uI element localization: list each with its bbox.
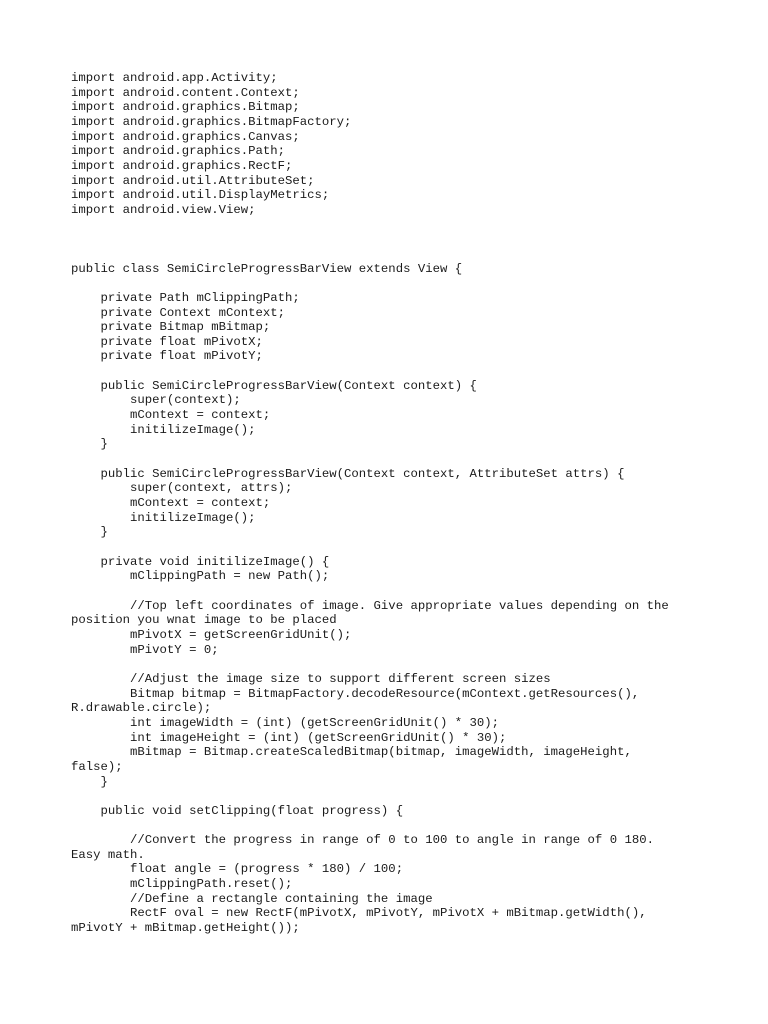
code-line: import android.app.Activity; bbox=[71, 71, 278, 85]
code-line: position you wnat image to be placed bbox=[71, 613, 337, 628]
code-line: mPivotY + mBitmap.getHeight()); bbox=[71, 921, 300, 936]
code-line: Bitmap bitmap = BitmapFactory.decodeResource(mContext.getResources(), bbox=[71, 686, 640, 701]
code-listing bbox=[71, 71, 711, 936]
code-line: private Context mContext; bbox=[71, 305, 286, 320]
code-line: private void initilizeImage() { bbox=[71, 554, 330, 569]
code-line: import android.graphics.BitmapFactory; bbox=[71, 114, 352, 129]
code-line: //Top left coordinates of image. Give appropriate values depending on the bbox=[71, 598, 669, 613]
code-line: public void setClipping(float progress) { bbox=[71, 803, 404, 818]
code-line: } bbox=[71, 774, 108, 789]
code-line: mContext = context; bbox=[71, 408, 271, 423]
code-line: RectF oval = new RectF(mPivotX, mPivotY, mPivotX + mBitmap.getWidth(), bbox=[71, 906, 647, 921]
code-line: private Bitmap mBitmap; bbox=[71, 320, 271, 335]
code-line: import android.graphics.Canvas; bbox=[71, 129, 300, 144]
code-line: Easy math. bbox=[71, 847, 145, 862]
code-line bbox=[71, 584, 711, 599]
code-line: mBitmap = Bitmap.createScaledBitmap(bitmap, imageWidth, imageHeight, bbox=[71, 745, 632, 760]
code-line: public SemiCircleProgressBarView(Context context) { bbox=[71, 378, 477, 393]
code-line: import android.graphics.Bitmap; bbox=[71, 100, 300, 115]
code-line bbox=[71, 276, 711, 291]
code-line bbox=[71, 364, 711, 379]
code-line: import android.util.AttributeSet; bbox=[71, 173, 315, 188]
code-line: import android.graphics.RectF; bbox=[71, 158, 293, 173]
code-line: false); bbox=[71, 759, 123, 774]
code-line: int imageHeight = (int) (getScreenGridUnit() * 30); bbox=[71, 730, 507, 745]
code-line: //Convert the progress in range of 0 to 100 to angle in range of 0 180. bbox=[71, 833, 654, 848]
code-line: mPivotX = getScreenGridUnit(); bbox=[71, 627, 352, 642]
code-line: import android.view.View; bbox=[71, 202, 256, 217]
code-line: } bbox=[71, 525, 108, 540]
code-line: public class SemiCircleProgressBarView extends View { bbox=[71, 261, 463, 276]
code-line: import android.content.Context; bbox=[71, 85, 300, 100]
code-line: mClippingPath.reset(); bbox=[71, 877, 293, 892]
code-line bbox=[71, 657, 711, 672]
code-line bbox=[71, 218, 711, 233]
code-line: private Path mClippingPath; bbox=[71, 290, 300, 305]
code-line: } bbox=[71, 437, 108, 452]
code-line: import android.util.DisplayMetrics; bbox=[71, 188, 330, 203]
code-line: mClippingPath = new Path(); bbox=[71, 569, 330, 584]
code-line: super(context); bbox=[71, 393, 241, 408]
code-line: public SemiCircleProgressBarView(Context context, AttributeSet attrs) { bbox=[71, 466, 625, 481]
code-line bbox=[71, 247, 711, 262]
code-line: float angle = (progress * 180) / 100; bbox=[71, 862, 404, 877]
code-line: initilizeImage(); bbox=[71, 422, 256, 437]
code-line: private float mPivotX; bbox=[71, 334, 263, 349]
code-line: import android.graphics.Path; bbox=[71, 144, 286, 159]
code-line bbox=[71, 540, 711, 555]
code-line: //Define a rectangle containing the image bbox=[71, 891, 433, 906]
code-line: //Adjust the image size to support different screen sizes bbox=[71, 671, 551, 686]
code-line bbox=[71, 818, 711, 833]
code-line: int imageWidth = (int) (getScreenGridUnit() * 30); bbox=[71, 715, 500, 730]
code-line bbox=[71, 789, 711, 804]
code-line bbox=[71, 452, 711, 467]
code-line: private float mPivotY; bbox=[71, 349, 263, 364]
code-line: R.drawable.circle); bbox=[71, 701, 212, 716]
code-line: super(context, attrs); bbox=[71, 481, 293, 496]
code-line: mPivotY = 0; bbox=[71, 642, 219, 657]
code-line bbox=[71, 232, 711, 247]
code-line: mContext = context; bbox=[71, 496, 271, 511]
code-line: initilizeImage(); bbox=[71, 510, 256, 525]
